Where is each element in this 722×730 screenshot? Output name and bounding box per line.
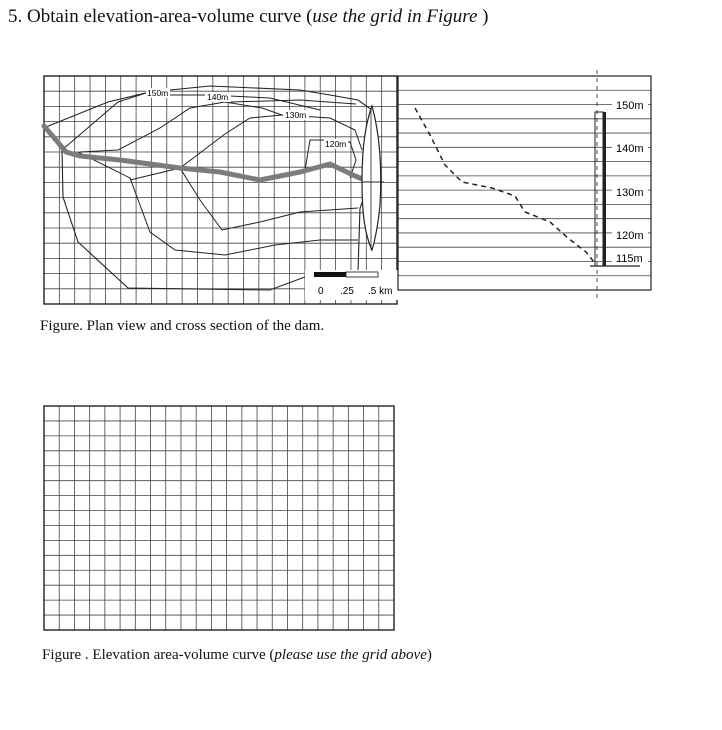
- dam-section-edge: [603, 112, 606, 266]
- blank-grid-border: [44, 406, 394, 630]
- figure2-caption-prefix: Figure . Elevation area-volume curve (: [42, 647, 275, 663]
- elevation-label-120: 120m: [616, 230, 644, 242]
- figure2-caption-emphasis: please use the grid above: [274, 647, 427, 663]
- elevation-label-140: 140m: [616, 143, 644, 155]
- dam-section: [595, 112, 603, 266]
- terrain-profile: [415, 108, 594, 262]
- question-closing: ): [477, 6, 489, 27]
- plan-view: [44, 76, 399, 304]
- contour-label-130: 130m: [285, 110, 307, 120]
- elevation-label-130: 130m: [616, 187, 644, 199]
- question-emphasis: use the grid in Figure: [312, 6, 478, 27]
- plan-border: [44, 76, 397, 304]
- cross-section-lines: [398, 90, 651, 275]
- scale-bar-light: [346, 272, 378, 277]
- question-text: Obtain elevation-area-volume curve (: [27, 6, 313, 27]
- figure2-caption-suffix: ): [426, 647, 432, 663]
- scale-bar-dark: [314, 272, 346, 277]
- figure2-caption: [42, 647, 432, 664]
- question-number: 5.: [8, 6, 23, 27]
- figure1-caption: Figure. Plan view and cross section of the dam.: [40, 318, 325, 334]
- plan-grid: [44, 76, 397, 304]
- elevation-label-115: 115m: [616, 253, 643, 265]
- river-channel: [44, 126, 370, 182]
- elevation-label-150: 150m: [616, 100, 644, 112]
- contour-label-150: 150m: [147, 88, 169, 98]
- contour-label-140: 140m: [207, 92, 229, 102]
- blank-grid: [44, 406, 394, 630]
- blank-grid-lines: [44, 406, 394, 630]
- scale-label-025: .25: [340, 286, 354, 297]
- contour-label-120: 120m: [325, 139, 347, 149]
- scale-label-0: 0: [318, 286, 324, 297]
- cross-section: [398, 70, 651, 300]
- scale-label-05km: .5 km: [368, 286, 393, 297]
- reservoir-outline: [46, 86, 372, 290]
- contour-line-140: [80, 102, 282, 152]
